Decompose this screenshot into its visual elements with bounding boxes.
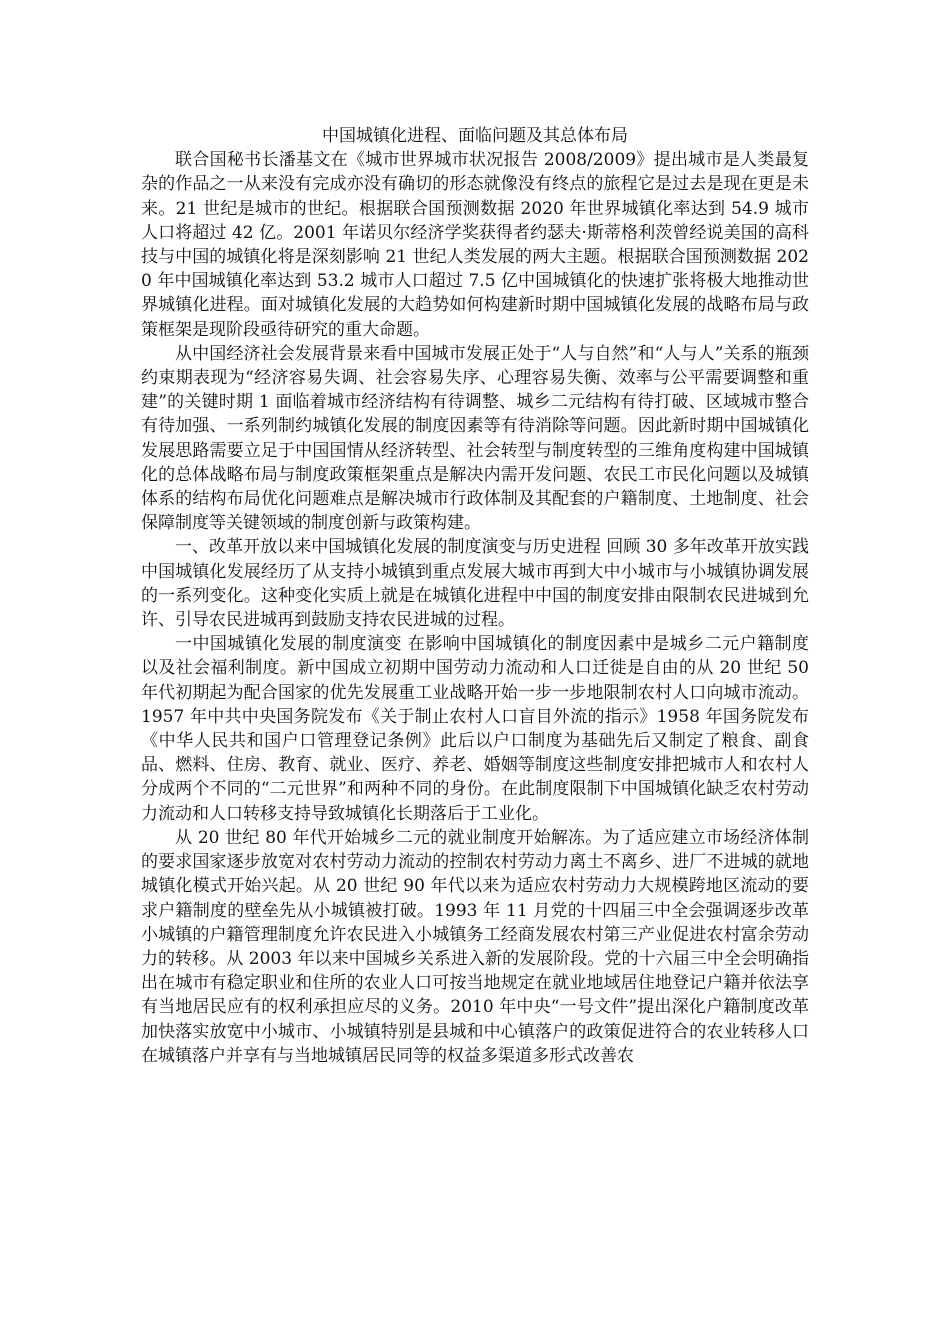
document-page xyxy=(141,124,809,1068)
paragraph: 一、改革开放以来中国城镇化发展的制度演变与历史进程 回顾 30 多年改革开放实践中国城镇化发展经历了从支持小城镇到重点发展大城市再到大中小城市与小城镇协调发展的一系列变化。这种变化实质上就是在城镇化进程中中国的制度安排由限制农民进城到允许、引导农民进城再到鼓励支持农民进城的过程。 xyxy=(141,537,809,631)
paragraph: 从中国经济社会发展背景来看中国城市发展正处于“人与自然”和“人与人”关系的瓶颈约束期表现为“经济容易失调、社会容易失序、心理容易失衡、效率与公平需要调整和重建”的关键时期 1 面临着城市经济结构有待调整、城乡二元结构有待打破、区域城市整合有待加强、一系列制约城镇化发展的制度因素等有待消除等问题。因此新时期中国城镇化发展思路需要立足于中国国情从经济转型、社会转型与制度转型的三维角度构建中国城镇化的总体战略布局与制度政策框架重点是解决内需开发问题、农民工市民化问题以及城镇体系的结构布局优化问题难点是解决城市行政体制及其配套的户籍制度、土地制度、社会保障制度等关键领域的制度创新与政策构建。 xyxy=(141,343,809,534)
document-title: 中国城镇化进程、面临问题及其总体布局 xyxy=(322,126,628,146)
paragraph: 联合国秘书长潘基文在《城市世界城市状况报告 2008/2009》提出城市是人类最复杂的作品之一从来没有完成亦没有确切的形态就像没有终点的旅程它是过去是现在更是未来。21 世纪是城市的世纪。根据联合国预测数据 2020 年世界城镇化率达到 54.9 城市人口将超过 42 亿。2001 年诺贝尔经济学奖获得者约瑟夫·斯蒂格利茨曾经说美国的高科技与中国的城镇化将是深刻影响 21 世纪人类发展的两大主题。根据联合国预测数据 2020 年中国城镇化率达到 53.2 城市人口超过 7.5 亿中国城镇化的快速扩张将极大地推动世界城镇化进程。面对城镇化发展的大趋势如何构建新时期中国城镇化发展的战略布局与政策框架是现阶段亟待研究的重大命题。 xyxy=(141,150,809,340)
paragraph: 从 20 世纪 80 年代开始城乡二元的就业制度开始解冻。为了适应建立市场经济体制的要求国家逐步放宽对农村劳动力流动的控制农村劳动力离土不离乡、进厂不进城的就地城镇化模式开始兴起。从 20 世纪 90 年代以来为适应农村劳动力大规模跨地区流动的要求户籍制度的壁垒先从小城镇被打破。1993 年 11 月党的十四届三中全会强调逐步改革小城镇的户籍管理制度允许农民进入小城镇务工经商发展农村第三产业促进农村富余劳动力的转移。从 2003 年以来中国城乡关系进入新的发展阶段。党的十六届三中全会明确指出在城市有稳定职业和住所的农业人口可按当地规定在就业地域居住地登记户籍并依法享有当地居民应有的权利承担应尽的义务。2010 年中央“一号文件”提出深化户籍制度改革加快落实放宽中小城市、小城镇特别是县城和中心镇落户的政策促进符合的农业转移人口在城镇落户并享有与当地城镇居民同等的权益多渠道多形式改善农 xyxy=(141,827,809,1066)
paragraph: 一中国城镇化发展的制度演变 在影响中国城镇化的制度因素中是城乡二元户籍制度以及社会福利制度。新中国成立初期中国劳动力流动和人口迁徙是自由的从 20 世纪 50 年代初期起为配合国家的优先发展重工业战略开始一步一步地限制农村人口向城市流动。1957 年中共中央国务院发布《关于制止农村人口盲目外流的指示》1958 年国务院发布《中华人民共和国户口管理登记条例》此后以户口制度为基础先后又制定了粮食、副食品、燃料、住房、教育、就业、医疗、养老、婚姻等制度这些制度安排把城市人和农村人分成两个不同的“二元世界”和两种不同的身份。在此制度限制下中国城镇化缺乏农村劳动力流动和人口转移支持导致城镇化长期落后于工业化。 xyxy=(141,634,809,824)
